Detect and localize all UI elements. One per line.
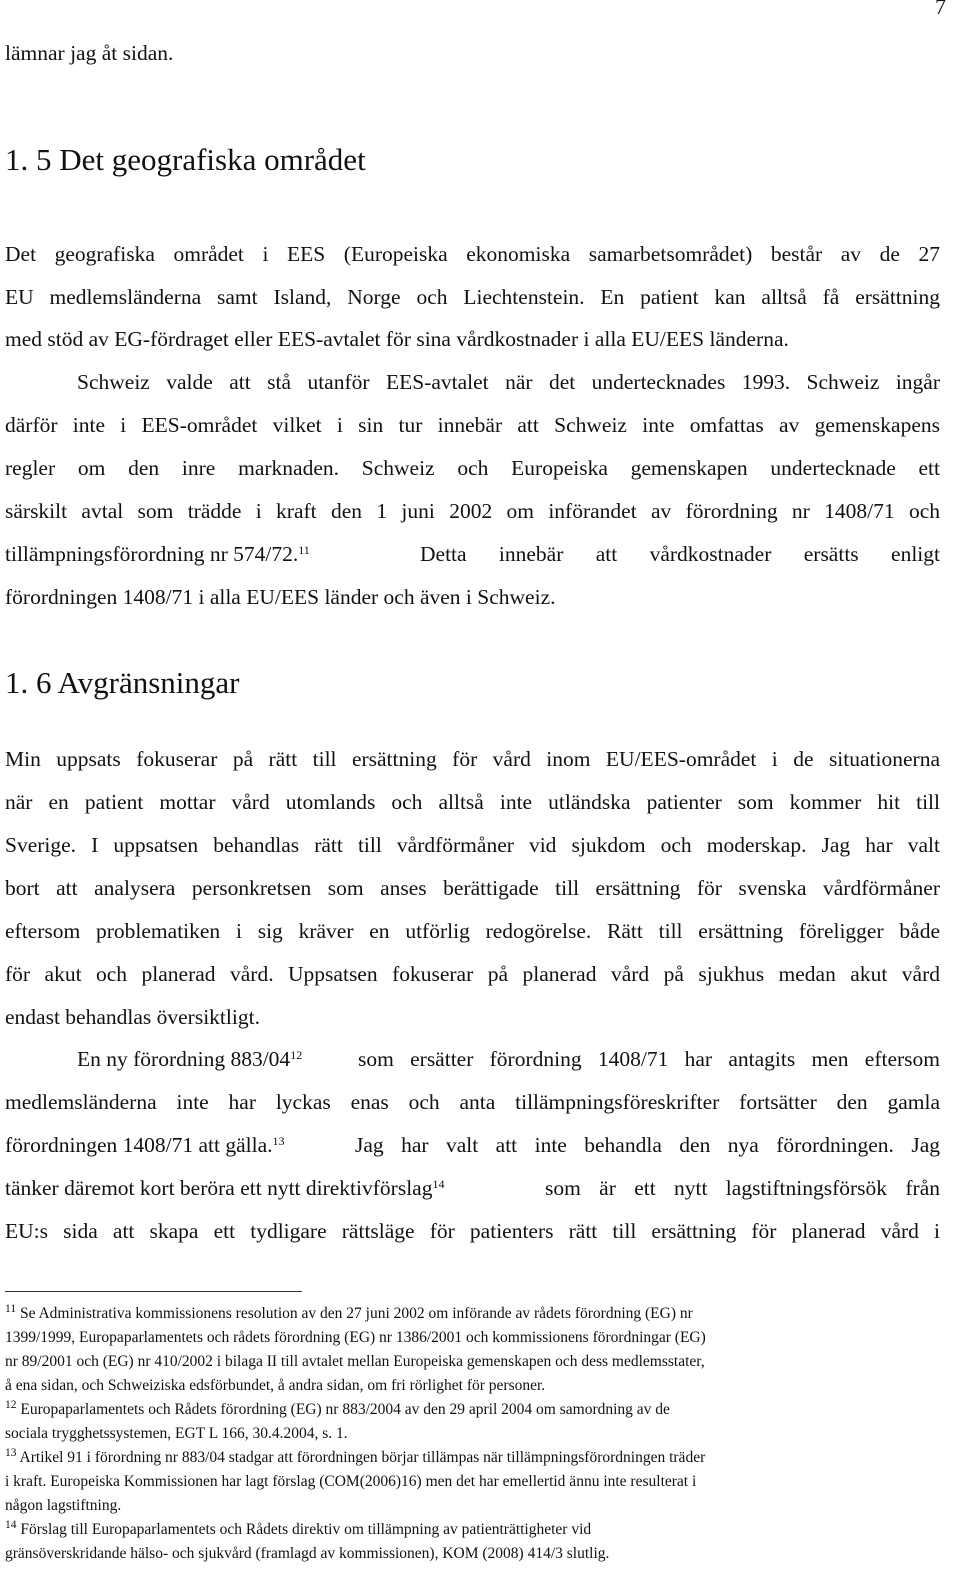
footnote-ref-13[interactable]: 13 bbox=[272, 1134, 285, 1148]
footnote-ref-11[interactable]: 11 bbox=[298, 543, 310, 557]
page-number: 7 bbox=[935, 0, 946, 19]
body-line: Min uppsats fokuserar på rätt till ersättning för vård inom EU/EES-området i de situationerna bbox=[5, 747, 940, 771]
body-line: endast behandlas översiktligt. bbox=[5, 1005, 260, 1029]
footnote-separator bbox=[5, 1291, 302, 1292]
body-line: Schweiz valde att stå utanför EES-avtalet när det undertecknades 1993. Schweiz ingår bbox=[77, 370, 940, 394]
footnote-line: gränsöverskridande hälso- och sjukvård (framlagd av kommissionen), KOM (2008) 414/3 slutlig. bbox=[5, 1545, 610, 1562]
body-line: medlemsländerna inte har lyckas enas och anta tillämpningsföreskrifter fortsätter den gamla bbox=[5, 1090, 940, 1114]
footnote-ref-12[interactable]: 12 bbox=[290, 1048, 303, 1062]
body-line: förordningen 1408/71 i alla EU/EES länder och även i Schweiz. bbox=[5, 585, 556, 609]
body-line: med stöd av EG-fördraget eller EES-avtalet för sina vårdkostnader i alla EU/EES länderna. bbox=[5, 327, 789, 351]
footnote-line: i kraft. Europeiska Kommissionen har lagt förslag (COM(2006)16) men det har emellertid ännu inte resulterat i bbox=[5, 1473, 697, 1490]
footnote-14: $^{14}$ Förslag till Europaparlamentets och Rådets direktiv om tillämpning av patienträttigheter vid bbox=[5, 1519, 592, 1538]
body-line: tillämpningsförordning nr 574/72.11 Detta innebär att vårdkostnader ersätts enligt bbox=[5, 542, 940, 566]
body-line: därför inte i EES-området vilket i sin tur innebär att Schweiz inte omfattas av gemenskapens bbox=[5, 413, 940, 437]
body-line: EU medlemsländerna samt Island, Norge och Liechtenstein. En patient kan alltså få ersättning bbox=[5, 285, 940, 309]
footnote-12: $^{12}$ Europaparlamentets och Rådets förordning (EG) nr 883/2004 av den 29 april 2004 om samordning av de bbox=[5, 1399, 670, 1418]
body-line: för akut och planerad vård. Uppsatsen fokuserar på planerad vård på sjukhus medan akut vård bbox=[5, 962, 940, 986]
carryover-text: lämnar jag åt sidan. bbox=[5, 41, 174, 65]
footnote-line: någon lagstiftning. bbox=[5, 1497, 122, 1514]
body-line: En ny förordning 883/04$^{12}$ som ersätter förordning 1408/71 har antagits men eftersom bbox=[77, 1047, 940, 1071]
body-line: förordningen 1408/71 att gälla.$^{13}$ Jag har valt att inte behandla den nya förordningen. Jag bbox=[5, 1133, 940, 1157]
footnote-line: nr 89/2001 och (EG) nr 410/2002 i bilaga II till avtalet mellan Europeiska gemenskapen och dess medlemsstater, bbox=[5, 1353, 705, 1370]
body-line: EU:s sida att skapa ett tydligare rättsläge för patienters rätt till ersättning för planerad vård i bbox=[5, 1219, 940, 1243]
section-heading-1-5: 1. 5 Det geografiska området bbox=[5, 142, 366, 177]
footnote-line: å ena sidan, och Schweiziska edsförbundet, å andra sidan, om fri rörlighet för personer. bbox=[5, 1377, 546, 1394]
footnote-line: sociala trygghetssystemen, EGT L 166, 30.4.2004, s. 1. bbox=[5, 1425, 348, 1442]
footnote-ref-14[interactable]: 14 bbox=[432, 1177, 445, 1191]
footnote-line: 1399/1999, Europaparlamentets och rådets förordning (EG) nr 1386/2001 och kommissionens förordningar (EG) bbox=[5, 1329, 706, 1346]
body-line: Sverige. I uppsatsen behandlas rätt till vårdförmåner vid sjukdom och moderskap. Jag har valt bbox=[5, 833, 940, 857]
footnote-11: $^{11}$ Se Administrativa kommissionens resolution av den 27 juni 2002 om införande av rådets förordning (EG) nr bbox=[5, 1303, 693, 1322]
section-heading-1-6: 1. 6 Avgränsningar bbox=[5, 665, 240, 700]
body-line: regler om den inre marknaden. Schweiz och Europeiska gemenskapen undertecknade ett bbox=[5, 456, 940, 480]
body-line: bort att analysera personkretsen som anses berättigade till ersättning för svenska vårdförmåner bbox=[5, 876, 940, 900]
body-line: särskilt avtal som trädde i kraft den 1 juni 2002 om införandet av förordning nr 1408/71 och bbox=[5, 499, 940, 523]
body-line: Det geografiska området i EES (Europeiska ekonomiska samarbetsområdet) består av de 27 bbox=[5, 242, 940, 266]
body-line: tänker däremot kort beröra ett nytt direktivförslag$^{14}$ som är ett nytt lagstiftningsförsök från bbox=[5, 1176, 940, 1200]
body-line: när en patient mottar vård utomlands och alltså inte utländska patienter som kommer hit till bbox=[5, 790, 940, 814]
footnote-13: $^{13}$ Artikel 91 i förordning nr 883/04 stadgar att förordningen börjar tillämpas när tillämpningsförordningen träder bbox=[5, 1447, 706, 1466]
body-line: eftersom problematiken i sig kräver en utförlig redogörelse. Rätt till ersättning föreligger både bbox=[5, 919, 940, 943]
